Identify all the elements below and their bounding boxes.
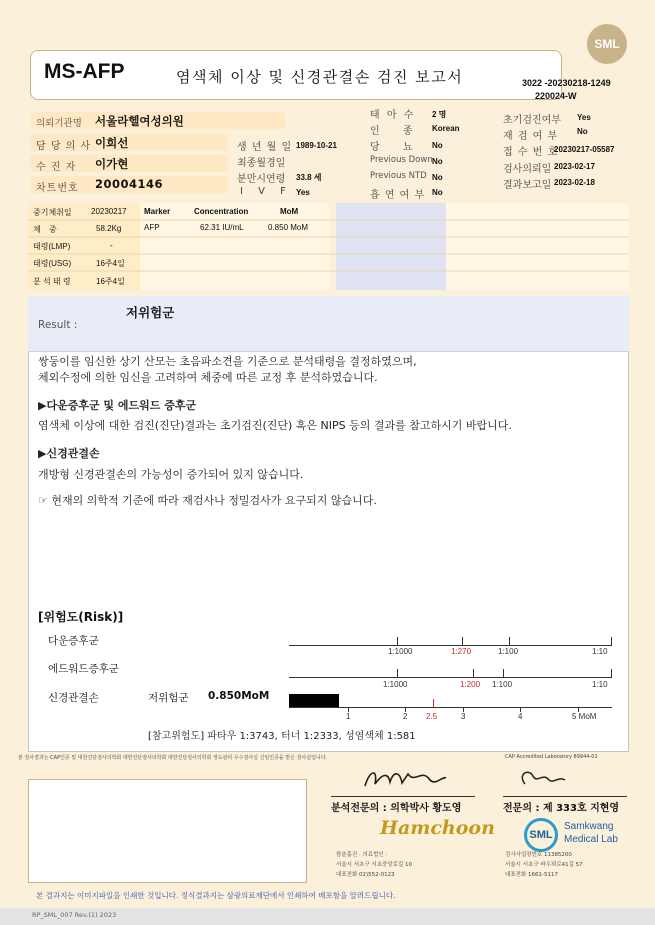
- ivf-value: Yes: [296, 188, 310, 197]
- first-screen-label: 초기검진여부: [503, 115, 561, 126]
- edwards-tick-4: [611, 669, 612, 677]
- weigh-date-label: 중기체취일: [33, 208, 72, 217]
- weigh-date-value: 20230217: [91, 207, 127, 216]
- ntd-tick-label-6: 5 MoM: [572, 712, 597, 721]
- marker-name: AFP: [144, 223, 160, 232]
- report-date-label: 결과보고일: [503, 180, 552, 191]
- prev-ntd-label: Previous NTD: [370, 171, 427, 181]
- analyst-signature-icon: [360, 764, 450, 794]
- report-title: 염색체 이상 및 신경관결손 검진 보고서: [176, 68, 464, 86]
- down-tick-label-1: 1:1000: [388, 647, 413, 656]
- specialist-name: 전문의 : 제 333호 지현영: [503, 803, 620, 814]
- edwards-tick-label-2: 1:200: [460, 680, 481, 689]
- fine-print-left: 본 검사결과는 CAP인증 및 대한진단검사의학회 대한진단검사의학회 대한진단검사의학회 정도관리 우수검사실 신임인증을 받은 검사실입니다.: [18, 755, 328, 761]
- retest-value: No: [577, 127, 588, 136]
- report-id: 3022 -20230218-1249: [522, 78, 611, 88]
- hamchoon-addr-3: 대표전화 02)552-0123: [336, 872, 395, 878]
- marker-header: Marker: [144, 207, 171, 216]
- examinee-value: 이가현: [95, 157, 129, 171]
- reference-risk: [참고위험도] 파타우 1:3743, 터너 1:2333, 성염색체 1:581: [148, 731, 416, 742]
- analyst-name: 분석전문의 : 의학박사 황도영: [331, 803, 462, 814]
- first-screen-value: Yes: [577, 113, 591, 122]
- mom-header: MoM: [280, 207, 299, 216]
- concentration-header: Concentration: [194, 207, 249, 216]
- hamchoon-logo: Hamchoon: [380, 817, 495, 839]
- birth-label: 생 년 월 일: [237, 142, 293, 153]
- sml-name-1: Samkwang: [564, 821, 614, 832]
- fetus-label: 태 아 수: [370, 110, 416, 121]
- risk-title: [위험도(Risk)]: [38, 610, 124, 624]
- prev-down-label: Previous Down: [370, 155, 433, 165]
- race-value: Korean: [432, 124, 460, 133]
- receipt-label: 접 수 번 호: [503, 147, 559, 158]
- specialist-signature-icon: [515, 766, 575, 792]
- ntd-axis: [289, 707, 612, 708]
- down-tick-3: [509, 637, 510, 645]
- ntd-tick-label-3: 2.5: [426, 712, 438, 721]
- marker-mom: 0.850 MoM: [268, 223, 309, 232]
- age-value: 33.8 세: [296, 173, 322, 182]
- sml-addr-2: 서울시 서초구 바우뫼로41길 57: [505, 862, 583, 868]
- ga-analysis-value: 16주4일: [96, 277, 125, 286]
- race-label: 인 종: [370, 126, 423, 137]
- edwards-label: 에드워드증후군: [48, 663, 120, 675]
- form-code: RP_SML_007 Rev.(1) 2023: [32, 911, 117, 919]
- diabetes-label: 당 뇨: [370, 142, 423, 153]
- sml-name-2: Medical Lab: [564, 834, 618, 845]
- fine-print-right: CAP Accredited Laboratory 89944-01: [505, 754, 598, 760]
- down-tick-label-3: 1:100: [498, 647, 519, 656]
- age-label: 분만시연령: [237, 174, 286, 185]
- retest-label: 재 검 여 부: [503, 131, 559, 142]
- chart-value: 20004146: [95, 177, 164, 191]
- ntd-tick-label-5: 4: [518, 712, 523, 721]
- edwards-tick-label-1: 1:1000: [383, 680, 408, 689]
- weight-value: 58.2Kg: [96, 224, 122, 233]
- ntd-tick-3: [433, 699, 434, 707]
- print-notice: 본 결과지는 이미지파일을 인쇄한 것입니다. 정식결과지는 삼광의료재단에서 인쇄하여 배포함을 알려드립니다.: [36, 891, 396, 900]
- down-axis: [289, 645, 612, 646]
- down-label: 다운증후군: [48, 635, 99, 647]
- section1-text: 염색체 이상에 대한 검진(진단)결과는 초기검진(진단) 혹은 NIPS 등의 결과를 참고하시기 바랍니다.: [38, 419, 512, 432]
- ga-usg-label: 태령(USG): [33, 259, 72, 268]
- hamchoon-addr-2: 서울시 서초구 서초중앙로길 10: [336, 862, 413, 868]
- ga-usg-value: 16주4일: [96, 259, 125, 268]
- sml-addr-1: 검사사업장번호 11385200: [505, 852, 572, 858]
- lmp-label: 최종월경일: [237, 158, 286, 169]
- prev-ntd-value: No: [432, 173, 443, 182]
- ntd-tick-label-2: 2: [403, 712, 408, 721]
- down-tick-1: [397, 637, 398, 645]
- chart-label: 차트번호: [36, 183, 79, 194]
- comment-box: [28, 779, 307, 883]
- test-name: MS-AFP: [44, 60, 125, 83]
- request-date-value: 2023-02-17: [554, 162, 595, 171]
- fetus-value: 2 명: [432, 110, 447, 119]
- edwards-tick-label-3: 1:100: [492, 680, 513, 689]
- edwards-tick-2: [473, 669, 474, 677]
- ntd-label: 신경관결손: [48, 692, 99, 704]
- result-note: ☞ 현재의 의학적 기준에 따라 재검사나 정밀검사가 요구되지 않습니다.: [38, 494, 377, 507]
- weight-label: 체 중: [33, 225, 60, 234]
- ga-lmp-value: -: [110, 241, 113, 250]
- ga-lmp-label: 태령(LMP): [33, 242, 71, 251]
- institution-value: 서울라헬여성의원: [95, 114, 184, 128]
- down-tick-2: [462, 637, 463, 645]
- smoking-label: 흡 연 여 부: [370, 190, 426, 201]
- sml-addr-3: 대표전화 1661-5117: [505, 872, 558, 878]
- result-label: Result :: [38, 319, 78, 331]
- result-bar: [28, 296, 629, 352]
- ivf-label: I V F: [240, 186, 292, 197]
- ntd-mom: 0.850MoM: [208, 690, 270, 702]
- diabetes-value: No: [432, 141, 443, 150]
- edwards-tick-label-4: 1:10: [592, 680, 608, 689]
- marker-concentration: 62.31 IU/mL: [200, 223, 244, 232]
- request-date-label: 검사의뢰일: [503, 164, 552, 175]
- report-date-value: 2023-02-18: [554, 178, 595, 187]
- birth-value: 1989-10-21: [296, 141, 337, 150]
- doctor-label: 담 당 의 사: [36, 141, 92, 152]
- section2-text: 개방형 신경관결손의 가능성이 증가되어 있지 않습니다.: [38, 468, 304, 481]
- down-tick-4: [611, 637, 612, 645]
- ntd-tick-label-1: 1: [346, 712, 351, 721]
- doctor-value: 이희선: [95, 136, 129, 150]
- ga-analysis-label: 분 석 태 령: [33, 277, 71, 286]
- result-line-2: 체외수정에 의한 임신을 고려하여 체중에 따른 교정 후 분석하였습니다.: [38, 371, 378, 384]
- sml-lab-logo-icon: SML: [524, 818, 558, 852]
- ntd-result: 저위험군: [148, 692, 189, 704]
- ntd-tick-label-4: 3: [461, 712, 466, 721]
- institution-label: 의뢰기관명: [36, 118, 82, 129]
- ntd-value-bar: [289, 694, 339, 707]
- prev-down-value: No: [432, 157, 443, 166]
- section1-title: ▶다운증후군 및 에드워드 증후군: [38, 399, 197, 412]
- down-tick-label-2: 1:270: [451, 647, 472, 656]
- sml-logo-icon: SML: [587, 24, 627, 64]
- result-value: 저위험군: [126, 305, 175, 320]
- edwards-tick-3: [503, 669, 504, 677]
- edwards-tick-1: [397, 669, 398, 677]
- hamchoon-addr-1: 함춘홈진 · 의료법인 ·: [336, 852, 388, 858]
- receipt-value: 20230217-05587: [554, 145, 615, 154]
- down-tick-label-4: 1:10: [592, 647, 608, 656]
- analyst-sign-line: [331, 796, 475, 797]
- report-id-suffix: 220024-W: [535, 91, 577, 101]
- specialist-sign-line: [503, 796, 627, 797]
- smoking-value: No: [432, 188, 443, 197]
- edwards-axis: [289, 677, 612, 678]
- section2-title: ▶신경관결손: [38, 447, 100, 460]
- examinee-label: 수 진 자: [36, 162, 77, 173]
- result-line-1: 쌍둥이를 임신한 상기 산모는 초음파소견을 기준으로 분석태령을 결정하였으며,: [38, 355, 417, 368]
